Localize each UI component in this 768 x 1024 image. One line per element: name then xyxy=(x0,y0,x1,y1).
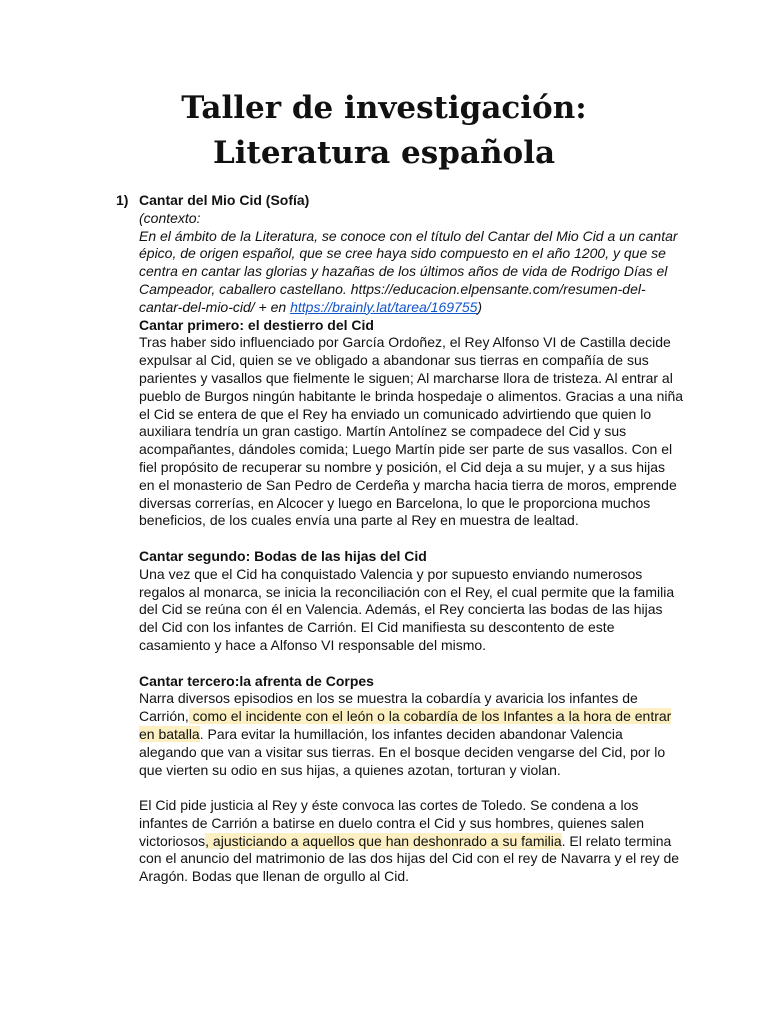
link-close: ) xyxy=(477,298,483,315)
item-heading: Cantar del Mio Cid (Sofía) xyxy=(139,192,310,208)
document-body xyxy=(139,192,684,886)
cantar3-heading: Cantar tercero:la afrenta de Corpes xyxy=(139,672,374,689)
cantar2-heading: Cantar segundo: Bodas de las hijas del Cid xyxy=(139,547,427,564)
brainly-link[interactable]: https://brainly.lat/tarea/169755 xyxy=(290,298,478,315)
cantar3-highlight: como el incidente con el león o la cobardía de los Infantes a la hora de entrar en batalla xyxy=(139,708,672,742)
cantar3-text-after: . Para evitar la humillación, los infantes deciden abandonar Valencia alegando que van a visitar sus tierras. En el bosque deciden vengarse del Cid, por lo que vierten su odio en sus hijas, a quienes azotan, torturan y violan. xyxy=(139,725,666,778)
cantar1-heading: Cantar primero: el destierro del Cid xyxy=(139,316,374,333)
context-label: (contexto: xyxy=(139,209,201,226)
title-line-2: Literatura española xyxy=(212,135,556,171)
source-joiner: + en xyxy=(254,298,287,315)
ending-text-before: El Cid pide justicia al Rey y éste convoca las cortes de Toledo. Se condena a los infantes de Carrión a batirse en duelo contra el Cid y sus hombres, quienes salen victoriosos xyxy=(139,797,645,849)
ending-text-after: . El relato termina con el anuncio del matrimonio de las dos hijas del Cid con el rey de Navarra y el rey de Aragón. Bodas que llenan de orgullo al Cid. xyxy=(139,832,680,885)
cantar1-text: Tras haber sido influenciado por García Ordoñez, el Rey Alfonso VI de Castilla decide expulsar al Cid, quien se ve obligado a abandonar sus tierras en compañía de sus parientes y vasallos que fielmente le siguen; Al marcharse llora de tristeza. Al entrar al pueblo de Burgos ningún habitante le brinda hospedaje o alimentos. Gracias a una niña el Cid se entera de que el Rey ha enviado un comunicado advirtiendo que quien lo auxiliara tendría un gran castigo. Martín Antolínez se compadece del Cid y sus acompañantes, dándoles comida; Luego Martín pide ser parte de sus vasallos. Con el fiel propósito de recuperar su nombre y posición, el Cid deja a su mujer, y a sus hijas en el monasterio de San Pedro de Cerdeña y marcha hacia tierra de moros, emprende diversas correrías, en Alcocer y luego en Barcelona, lo que le proporciona muchos beneficios, de los cuales envía una parte al Rey en muestra de lealtad. xyxy=(139,334,684,529)
spacer xyxy=(139,655,684,673)
ending-paragraph xyxy=(139,797,684,886)
spacer xyxy=(139,530,684,548)
source-url: https://educacion.elpensante.com/resumen-del-cantar-del-mio-cid/ xyxy=(139,280,646,315)
ending-highlight: , ajusticiando a aquellos que han deshonrado a su familia xyxy=(205,832,562,849)
list-number: 1) xyxy=(116,192,129,208)
spacer xyxy=(139,779,684,797)
title-line-1: Taller de investigación: xyxy=(181,90,587,126)
cantar2-text: Una vez que el Cid ha conquistado Valencia y por supuesto enviando numerosos regalos al monarca, se inicia la reconciliación con el Rey, el cual permite que la familia del Cid se reúna con él en Valencia. Además, el Rey concierta las bodas de las hijas del Cid con los infantes de Carrión. El Cid manifiesta su descontento de este casamiento y hace a Alfonso VI responsable del mismo. xyxy=(139,565,675,653)
context-paragraph xyxy=(139,228,684,317)
cantar3-text-before: Narra diversos episodios en los se muestra la cobardía y avaricia los infantes de Carrión, xyxy=(139,690,638,725)
cantar3-paragraph xyxy=(139,690,684,779)
document-title xyxy=(0,86,768,176)
context-text: En el ámbito de la Literatura, se conoce con el título del Cantar del Mio Cid a un cantar épico, de origen español, que se cree haya sido compuesto en el año 1200, y que se centra en cantar las glorias y hazañas de los últimos años de vida de Rodrigo Días el Campeador, caballero castellano. xyxy=(139,227,678,297)
